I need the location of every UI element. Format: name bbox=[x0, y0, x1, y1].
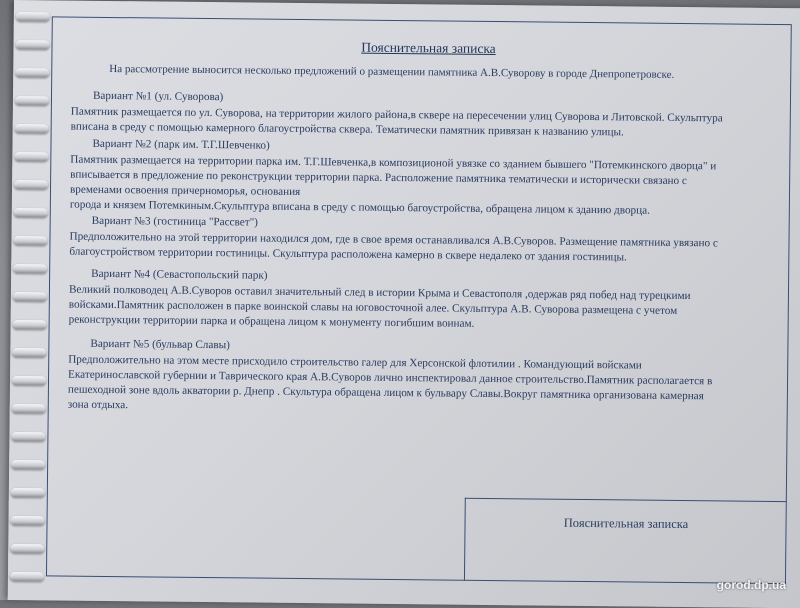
binding-ring-icon bbox=[12, 348, 46, 357]
variant-text-line: временами освоения причерноморья, основания bbox=[69, 183, 301, 199]
variant-block-4 bbox=[69, 267, 790, 336]
binding-ring-icon bbox=[11, 460, 45, 469]
binding-ring-icon bbox=[10, 572, 44, 581]
variant-text-line: войсками.Памятник расположен в парке воинской славы на юговосточной алее. Скульптура А.В. Суворова размещена с учетом bbox=[68, 298, 678, 317]
page-title: Пояснительная записка bbox=[361, 39, 496, 57]
variant-heading: Вариант №2 (парк им. Т.Г.Шевченко) bbox=[92, 137, 270, 152]
variant-text-line: вписана в среду с помощью камерного благоустройства сквера. Тематически памятник привязан к названию улицы. bbox=[70, 120, 624, 139]
variant-block-1 bbox=[71, 89, 791, 143]
variant-text-line: Памятник размещается по ул. Суворова, на территории жилого района,в сквере на пересечении улиц Суворова и Литовской. Скульптура bbox=[70, 105, 723, 125]
binding-ring-icon bbox=[12, 404, 46, 413]
binding-ring-icon bbox=[13, 292, 47, 301]
variant-text-line: пешеходной зоне вдоль акватории р. Днепр . Скультура обращена лицом к бульвару Славы.Вокруг памятника организована камерная bbox=[67, 383, 704, 403]
binding-ring-icon bbox=[15, 124, 49, 133]
variant-text-line: Предположительно на этом месте присходило строительство галер для Херсонской флотилии . Командующий войсками bbox=[68, 353, 642, 372]
binding-ring-icon bbox=[11, 432, 45, 441]
binding-ring-icon bbox=[14, 208, 48, 217]
site-watermark: gorod.dp.ua bbox=[716, 578, 786, 592]
binding-ring-icon bbox=[15, 96, 49, 105]
variant-heading: Вариант №1 (ул. Суворова) bbox=[92, 89, 224, 104]
intro-paragraph: На рассмотрение выносится несколько предложений о размещении памятника А.В.Суворову в городе Днепропетровске. bbox=[109, 63, 675, 81]
stamp-label: Пояснительная записка bbox=[563, 515, 689, 532]
binding-ring-icon bbox=[13, 320, 47, 329]
binding-ring-icon bbox=[11, 516, 45, 525]
variant-block-2 bbox=[70, 137, 791, 221]
binding-ring-icon bbox=[13, 236, 47, 245]
variant-text-line: Памятник размещается на территории парка им. Т.Г.Шевченка,в композиционой увязке со зданием бывшего "Потемкинского дворца" и bbox=[70, 153, 717, 173]
binding-ring-icon bbox=[12, 376, 46, 385]
variant-heading: Вариант №4 (Севастопольский парк) bbox=[91, 267, 268, 282]
binding-ring-icon bbox=[14, 152, 48, 161]
variant-heading: Вариант №3 (гостиница "Рассвет") bbox=[91, 214, 258, 229]
variant-block-3 bbox=[69, 214, 789, 268]
variant-text-line: Предположительно на этой территории находился дом, где в свое время останавливался А.В.Суворов. Размещение памятника увязано с bbox=[69, 230, 718, 250]
binding-ring-icon bbox=[14, 180, 48, 189]
variant-text-line: вписывается в предложение по реконструкции территории парка. Расположение памятника тематически и исторически связано с bbox=[70, 168, 688, 188]
variant-text-line: благоустройством территории гостиницы. Скульптура расположена камерно в сквере недалеко от здания гостиницы. bbox=[69, 245, 627, 264]
binding-ring-icon bbox=[10, 544, 44, 553]
binding-ring-icon bbox=[16, 12, 50, 21]
document-sheet bbox=[8, 0, 800, 608]
binding-ring-icon bbox=[15, 40, 49, 49]
variant-text-line: города и князем Потемкиным.Скульптура вписана в среду с помощью багоустройства, обращена лицом к зданию дворца. bbox=[69, 198, 650, 217]
binding-ring-icon bbox=[11, 488, 45, 497]
variant-text-line: реконструкции территории парка и обращена лицом к монументу погибшим воинам. bbox=[68, 313, 475, 330]
variant-text-line: Великий полководец А.В.Суворов оставил значительный след в истории Крыма и Севастополя ,одержав ряд побед над турецкими bbox=[68, 283, 691, 303]
binding-ring-icon bbox=[15, 68, 49, 77]
variant-heading: Вариант №5 (бульвар Славы) bbox=[90, 337, 230, 352]
title-block-stamp bbox=[464, 498, 787, 584]
binding-ring-icon bbox=[13, 264, 47, 273]
variant-text-line: Екатеринославской губернии и Таврического края А.В.Суворов лично инспектировал данное строительство.Памятник располагается в bbox=[68, 368, 713, 388]
variant-block-5 bbox=[68, 337, 789, 421]
variant-text-line: зона отдыха. bbox=[67, 398, 129, 412]
